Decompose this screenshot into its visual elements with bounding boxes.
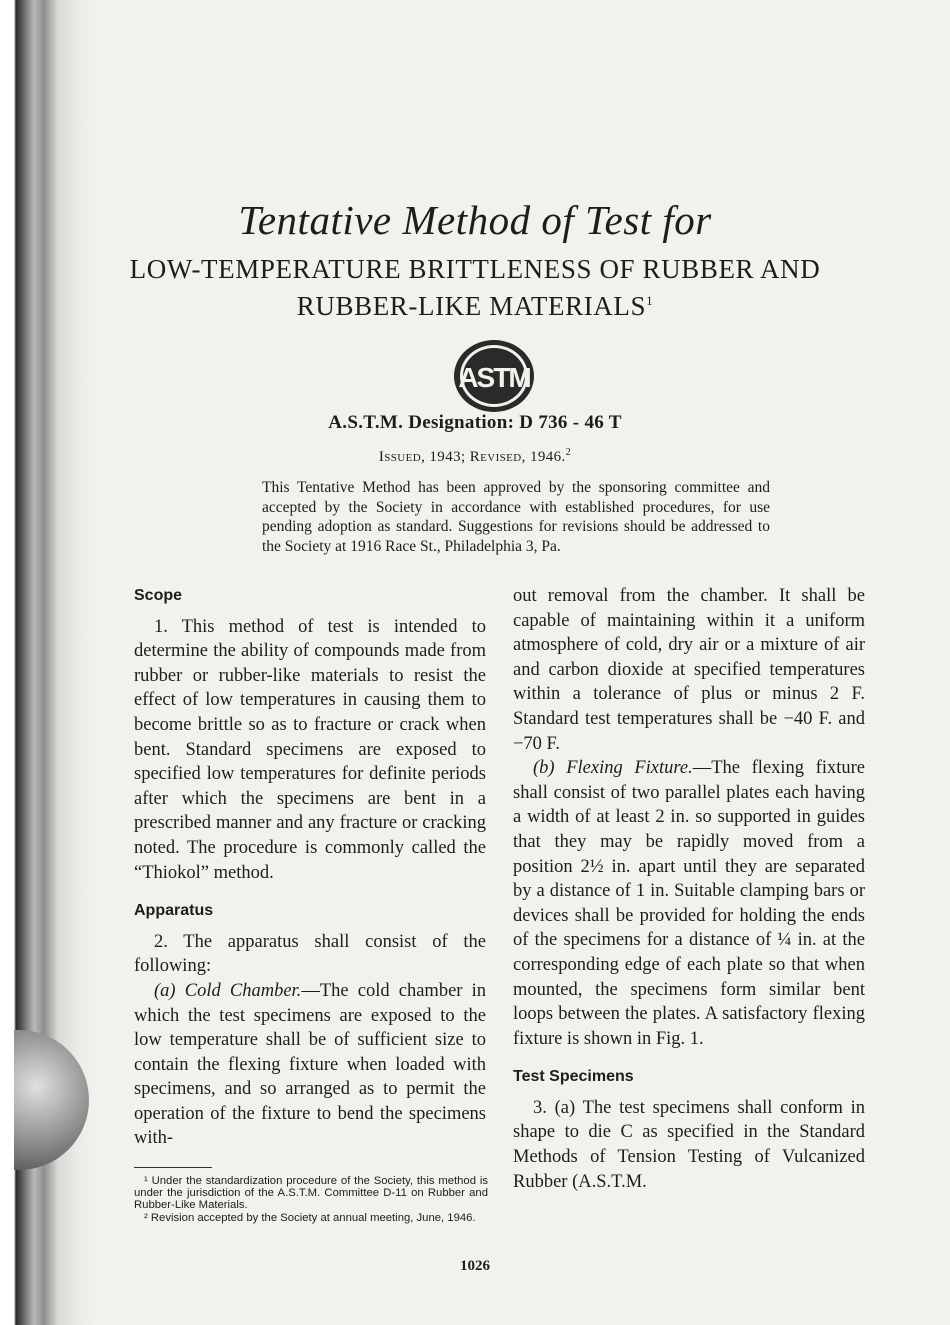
footnotes (134, 1175, 488, 1224)
footnote-rule (134, 1167, 212, 1168)
footnote-1: ¹ Under the standardization procedure of the Society, this method is under the jurisdiction of the A.S.T.M. Committee D-11 on Rubber and Rubber-Like Materials. (134, 1175, 488, 1212)
right-column (513, 584, 865, 1194)
astm-logo (452, 338, 536, 414)
title-italic: Tentative Method of Test for (238, 197, 712, 243)
cold-chamber-label: (a) Cold Chamber. (154, 980, 302, 1001)
issued-line: Issued, 1943; Revised, 1946.$^2$ (378, 447, 572, 465)
cold-chamber-paragraph: (a) Cold Chamber.—The cold chamber in which the test specimens are exposed to the low temperature shall be of sufficient size to contain the flexing fixture when loaded with specimens, and so arranged as to permit the operation of the fixture to bend the specimens with- (134, 980, 486, 1149)
scope-heading: Scope (134, 587, 183, 604)
footnote-mark-1: 1 (646, 293, 654, 308)
main-title-line-2: RUBBER-LIKE MATERIALS$^1$ (296, 291, 654, 321)
flexing-fixture-label: (b) Flexing Fixture. (533, 758, 693, 779)
main-title-line-1: LOW-TEMPERATURE BRITTLENESS OF RUBBER AND (129, 254, 821, 284)
footnote-2: ² Revision accepted by the Society at annual meeting, June, 1946. (144, 1211, 476, 1224)
left-column (134, 584, 486, 1151)
footnote-mark-2: 2 (565, 447, 572, 458)
designation: A.S.T.M. Designation: D 736 - 46 T (328, 412, 622, 433)
main-title (0, 254, 950, 322)
apparatus-paragraph: 2. The apparatus shall consist of the following: (134, 931, 486, 977)
svg-text:ASTM: ASTM (458, 362, 530, 393)
page-number: 1026 (460, 1258, 490, 1274)
apparatus-heading: Apparatus (134, 902, 214, 920)
flexing-fixture-paragraph: (b) Flexing Fixture.—The flexing fixture shall consist of two parallel plates each having a width of at least 2 in. so supported in guides that they may be rapidly moved from a position 2½ in. apart until they are separated by a distance of 1 in. Suitable clamping bars or devices shall be provided for holding the ends of the specimens for a distance of ¼ in. at the corresponding edge of each plate so that when mounted, the specimens form similar bent loops between the plates. A satisfactory flexing fixture is shown in Fig. 1. (513, 758, 865, 1049)
test-specimens-heading: Test Specimens (513, 1068, 634, 1086)
scope-paragraph: 1. This method of test is intended to determine the ability of compounds made from rubber or rubber-like materials to resist the effect of low temperatures in causing them to become brittle so as to fracture or crack when bent. Standard specimens are exposed to specified low temperatures for definite periods after which the specimens are bent in a prescribed manner and any fracture or cracking noted. The procedure is commonly called the “Thiokol” method. (134, 616, 486, 883)
approval-note: This Tentative Method has been approved by the sponsoring committee and accepted by the Society in accordance with established procedures, for use pending adoption as standard. Suggestions for revisions should be addressed to the Society at 1916 Race St., Philadelphia 3, Pa. (262, 479, 770, 555)
continued-paragraph: out removal from the chamber. It shall be capable of maintaining within it a uniform atmosphere of cold, dry air or a mixture of air and carbon dioxide at specified temperatures within a tolerance of plus or minus 2 F. Standard test temperatures shall be −40 F. and −70 F. (513, 586, 865, 754)
test-specimens-paragraph: 3. (a) The test specimens shall conform in shape to die C as specified in the Standard Methods of Tension Testing of Vulcanized Rubber (A.S.T.M. (513, 1097, 865, 1192)
